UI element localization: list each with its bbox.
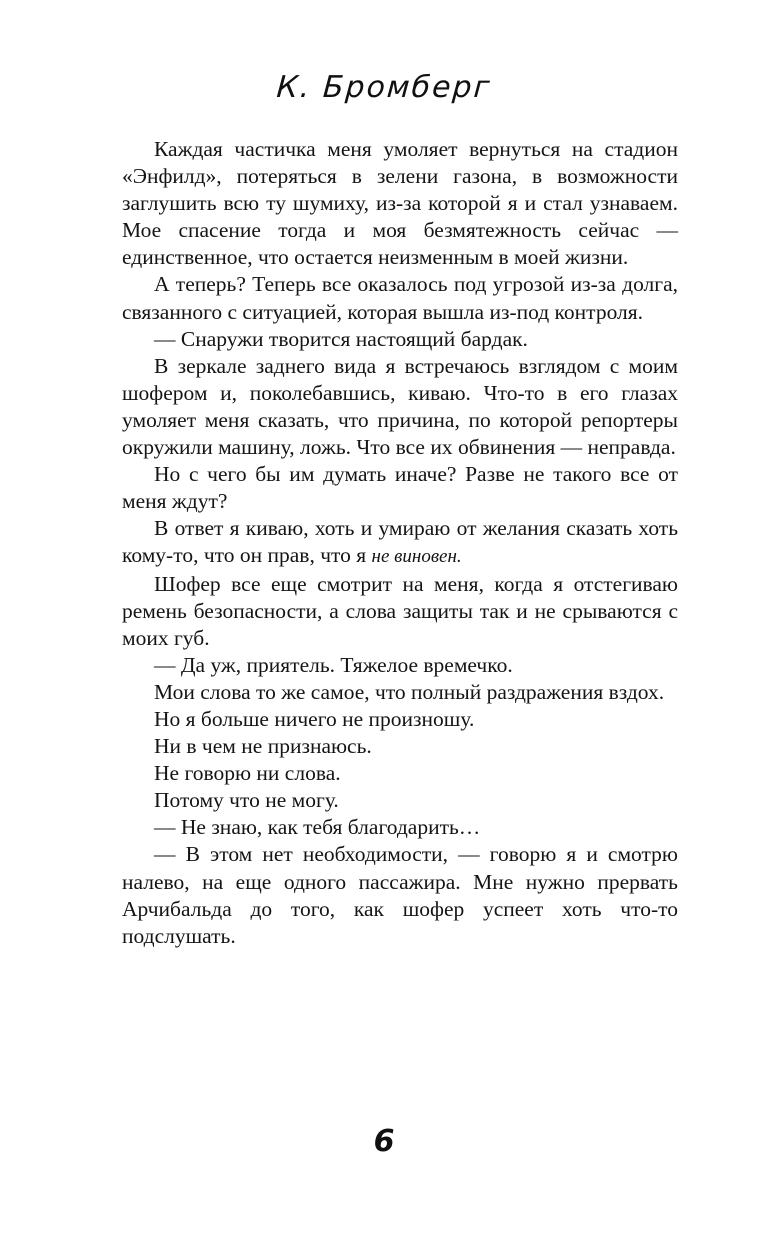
paragraph-text: А теперь? Теперь все оказалось под угрозой из-за долга, связанного с ситуацией, которая вышла из-под контроля. [122,272,678,324]
paragraph [122,271,678,325]
paragraph-text: Мои слова то же самое, что полный раздражения вздох. [154,679,665,704]
paragraph [122,733,678,760]
body-text [122,136,678,950]
paragraph [122,652,678,679]
running-head-author: К. Бромберг [275,70,493,105]
paragraph-text: — Не знаю, как тебя благодарить… [154,815,481,840]
paragraph-text: Потому что не могу. [154,788,339,813]
paragraph-text: Каждая частичка меня умоляет вернуться на стадион «Энфилд», потеряться в зелени газона, в возможности заглушить всю ту шумиху, из-за которой я и стал узнаваем. Мое спасение тогда и моя безмятежность сейчас — единственное, что остается неизменным в моей жизни. [122,137,678,270]
paragraph-text: — Снаружи творится настоящий бардак. [154,326,528,351]
paragraph [122,326,678,353]
paragraph-text: Но с чего бы им думать иначе? Разве не такого все от меня ждут? [122,462,678,514]
paragraph [122,841,678,949]
paragraph-text: Ни в чем не признаюсь. [154,734,372,759]
paragraph-emphasis: не виновен. [371,546,462,568]
paragraph [122,679,678,706]
paragraph-text: Не говорю ни слова. [154,761,341,786]
paragraph-text: В зеркале заднего вида я встречаюсь взглядом с моим шофером и, поколебавшись, киваю. Что-то в его глазах умоляет меня сказать, что причина, по которой репортеры окружили машину, ложь. Что все их обвинения — неправда. [122,353,678,460]
paragraph [122,706,678,733]
paragraph [122,571,678,652]
paragraph [122,461,678,515]
page-number: 6 [373,1124,395,1159]
paragraph [122,515,678,570]
paragraph-text: — В этом нет необходимости, — говорю я и смотрю налево, на еще одного пассажира. Мне нужно прервать Арчибальда до того, как шофер успеет хоть что-то подслушать. [122,842,678,948]
paragraph [122,787,678,814]
paragraph [122,353,678,461]
paragraph-text: Шофер все еще смотрит на меня, когда я отстегиваю ремень безопасности, а слова защиты так и не срываются с моих губ. [122,571,678,650]
paragraph [122,814,678,841]
paragraph-text: — Да уж, приятель. Тяжелое времечко. [154,652,513,677]
paragraph [122,136,678,271]
paragraph [122,760,678,787]
paragraph-text: Но я больше ничего не произношу. [154,706,475,731]
paragraph-text: В ответ я киваю, хоть и умираю от желания сказать хоть кому-то, что он прав, что я [122,516,678,568]
